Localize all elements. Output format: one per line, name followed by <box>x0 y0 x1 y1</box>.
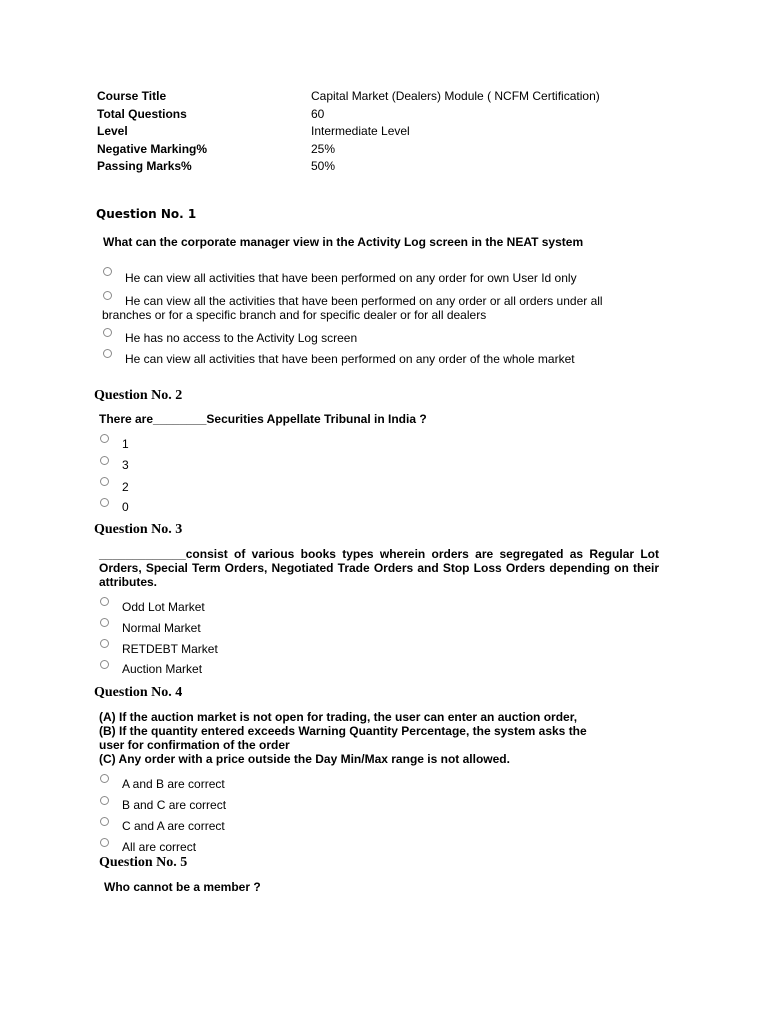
total-questions-value: 60 <box>311 107 325 121</box>
radio-button[interactable] <box>103 328 112 337</box>
radio-button[interactable] <box>100 618 109 627</box>
option-label: He can view all activities that have been performed on any order for own User Id only <box>125 271 577 285</box>
option-label: C and A are correct <box>122 819 225 833</box>
question-text-line: user for confirmation of the order <box>99 738 290 752</box>
option-label: Auction Market <box>122 662 203 676</box>
question-text-line: (A) If the auction market is not open for trading, the user can enter an auction order, <box>99 710 578 724</box>
question-heading: Question No. 4 <box>94 685 183 700</box>
radio-button[interactable] <box>103 291 112 300</box>
passing-marks-label: Passing Marks% <box>97 159 192 173</box>
radio-button[interactable] <box>100 660 109 669</box>
question-text-line: (C) Any order with a price outside the Day Min/Max range is not allowed. <box>99 752 510 766</box>
option-label: B and C are correct <box>122 798 227 812</box>
radio-button[interactable] <box>100 456 109 465</box>
radio-button[interactable] <box>103 349 112 358</box>
question-text: _____________consist of various books types wherein orders are segregated as Regular Lot Orders, Special Term Orders, Negotiated Trade Orders and Stop Loss Orders depending on their attributes. <box>99 547 659 589</box>
question-heading: Question No. 1 <box>96 207 197 221</box>
option-label: 1 <box>122 437 129 451</box>
option-label: RETDEBT Market <box>122 642 218 656</box>
question-heading: Question No. 5 <box>99 855 188 870</box>
option-label: He can view all the activities that have been performed on any order or all orders under all <box>125 294 603 308</box>
question-text: What can the corporate manager view in the Activity Log screen in the NEAT system <box>103 235 584 249</box>
option-label: Normal Market <box>122 621 201 635</box>
radio-button[interactable] <box>100 597 109 606</box>
passing-marks-value: 50% <box>311 159 336 173</box>
negative-marking-value: 25% <box>311 142 336 156</box>
option-label: Odd Lot Market <box>122 600 205 614</box>
option-label: 3 <box>122 458 129 472</box>
radio-button[interactable] <box>100 838 109 847</box>
level-value: Intermediate Level <box>311 124 410 138</box>
question-text: There are________Securities Appellate Tribunal in India ? <box>99 412 427 426</box>
radio-button[interactable] <box>100 477 109 486</box>
radio-button[interactable] <box>100 817 109 826</box>
radio-button[interactable] <box>100 796 109 805</box>
question-text: Who cannot be a member ? <box>104 880 261 894</box>
question-heading: Question No. 3 <box>94 522 183 537</box>
option-label: All are correct <box>122 840 197 854</box>
option-label: He has no access to the Activity Log screen <box>125 331 358 345</box>
question-text-line: (B) If the quantity entered exceeds Warning Quantity Percentage, the system asks the <box>99 724 587 738</box>
radio-button[interactable] <box>100 639 109 648</box>
radio-button[interactable] <box>100 774 109 783</box>
option-label: He can view all activities that have been performed on any order of the whole market <box>125 352 575 366</box>
level-label: Level <box>97 124 128 138</box>
option-label: A and B are correct <box>122 777 225 791</box>
option-label: 0 <box>122 500 129 514</box>
option-label: 2 <box>122 480 129 494</box>
question-heading: Question No. 2 <box>94 388 183 403</box>
course-title-label: Course Title <box>97 89 167 103</box>
radio-button[interactable] <box>100 498 109 507</box>
total-questions-label: Total Questions <box>97 107 187 121</box>
radio-button[interactable] <box>103 267 112 276</box>
negative-marking-label: Negative Marking% <box>97 142 208 156</box>
option-label-continued: branches or for a specific branch and for specific dealer or for all dealers <box>102 308 487 322</box>
radio-button[interactable] <box>100 434 109 443</box>
course-title-value: Capital Market (Dealers) Module ( NCFM Certification) <box>311 89 600 103</box>
